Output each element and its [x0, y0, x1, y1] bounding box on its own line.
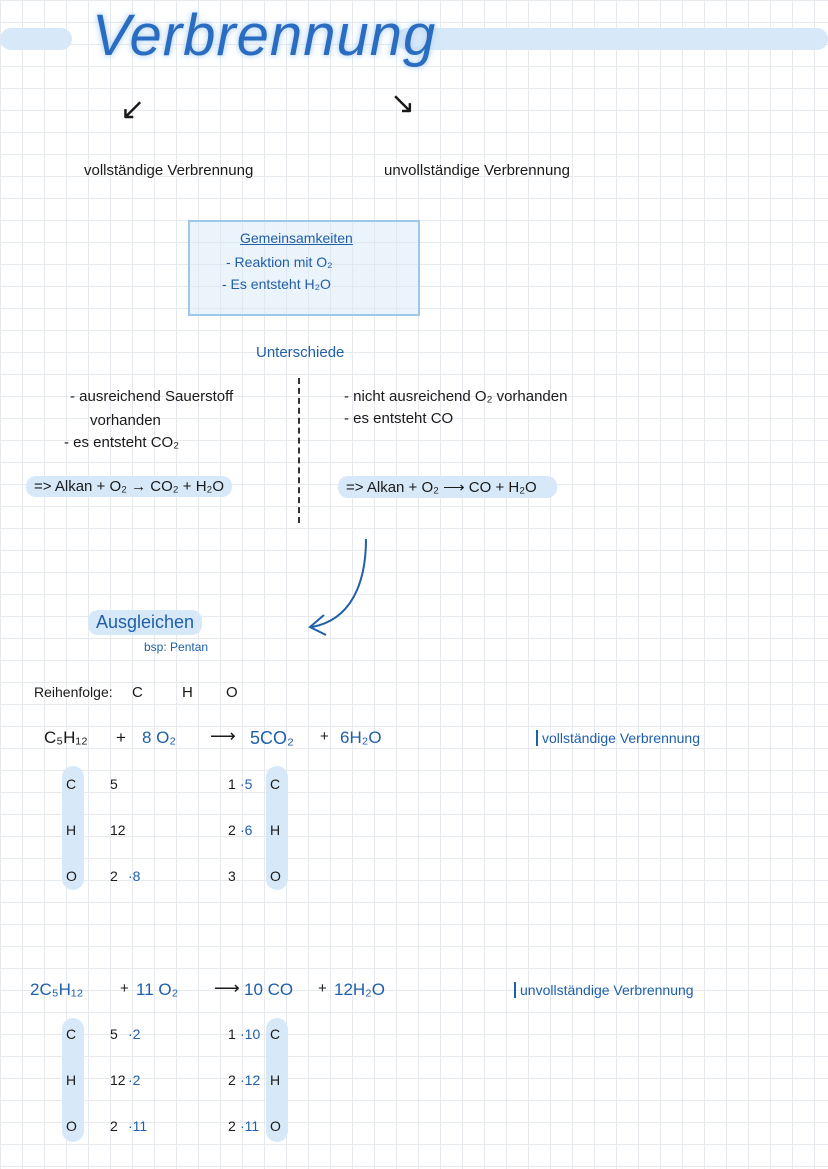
right-count: 1: [228, 776, 236, 792]
oxygen-coefficient: 11 O₂: [136, 980, 179, 999]
divider: [298, 378, 300, 523]
right-factor: ·12: [240, 1072, 261, 1088]
common-item: - Es entsteht H₂O: [222, 276, 331, 292]
product-1: 10 CO: [244, 980, 294, 999]
equation-incomplete: => Alkan + O₂ ⟶ CO + H₂O: [338, 476, 557, 498]
plus: +: [320, 728, 329, 745]
element-label: O: [270, 1118, 281, 1134]
right-count: 1: [228, 1026, 236, 1042]
oxygen-coefficient: 8 O₂: [142, 728, 176, 747]
right-count: 3: [228, 868, 236, 884]
right-factor: ·6: [240, 822, 253, 838]
element-label: C: [270, 1026, 281, 1042]
left-count: 2: [110, 868, 118, 884]
left-count: 2: [110, 1118, 118, 1134]
right-count: 2: [228, 1072, 236, 1088]
right-factor: ·11: [240, 1118, 260, 1134]
common-heading: Gemeinsamkeiten: [240, 230, 353, 246]
reactant: C₅H₁₂: [44, 728, 88, 747]
product-2: 6H₂O: [340, 728, 382, 747]
element-label: C: [66, 1026, 77, 1042]
branch-complete: vollständige Verbrennung: [84, 162, 254, 179]
arrow: ⟶: [210, 726, 236, 746]
right-count: 2: [228, 822, 236, 838]
right-factor: ·5: [240, 776, 253, 792]
title-highlight-right: [396, 28, 828, 50]
equation-note: unvollständige Verbrennung: [514, 982, 694, 998]
title-highlight-left: [0, 28, 72, 50]
curved-arrow-icon: [300, 535, 380, 645]
order-item: H: [182, 684, 193, 701]
arrow-down-left-icon: ↙: [120, 93, 146, 126]
reactant: 2C₅H₁₂: [30, 980, 84, 999]
element-label: O: [66, 868, 77, 884]
equation-complete: => Alkan + O₂ → CO₂ + H₂O: [26, 476, 232, 497]
left-factor: ·2: [128, 1026, 141, 1042]
left-factor: ·8: [128, 868, 141, 884]
plus: +: [318, 980, 327, 997]
left-count: 12: [110, 822, 126, 838]
element-label: H: [66, 1072, 77, 1088]
balancing-heading: Ausgleichen: [88, 610, 202, 635]
left-count: 5: [110, 776, 118, 792]
diff-left-line: vorhanden: [90, 412, 161, 429]
right-factor: ·10: [240, 1026, 261, 1042]
element-label: H: [66, 822, 77, 838]
plus: +: [120, 980, 129, 997]
equation-note: vollständige Verbrennung: [536, 730, 700, 746]
left-factor: ·11: [128, 1118, 148, 1134]
plus: +: [116, 728, 126, 747]
order-item: C: [132, 684, 143, 701]
element-label: H: [270, 822, 281, 838]
diff-left-line: - es entsteht CO₂: [64, 434, 180, 451]
branch-incomplete: unvollständige Verbrennung: [384, 162, 570, 179]
left-count: 12: [110, 1072, 126, 1088]
element-label: H: [270, 1072, 281, 1088]
diff-right-line: - es entsteht CO: [344, 410, 454, 427]
order-item: O: [226, 684, 238, 701]
element-label: C: [270, 776, 281, 792]
left-count: 5: [110, 1026, 118, 1042]
diff-right-line: - nicht ausreichend O₂ vorhanden: [344, 388, 568, 405]
differences-heading: Unterschiede: [256, 344, 345, 361]
arrow: ⟶: [214, 978, 240, 998]
product-1: 5CO₂: [250, 728, 294, 748]
element-label: O: [270, 868, 281, 884]
order-label: Reihenfolge:: [34, 684, 113, 700]
page-title: Verbrennung: [92, 3, 437, 68]
diff-left-line: - ausreichend Sauerstoff: [70, 388, 234, 405]
right-count: 2: [228, 1118, 236, 1134]
arrow-down-right-icon: ↘: [390, 87, 416, 120]
product-2: 12H₂O: [334, 980, 386, 999]
left-factor: ·2: [128, 1072, 141, 1088]
common-item: - Reaktion mit O₂: [226, 254, 333, 270]
example-label: bsp: Pentan: [144, 640, 209, 654]
element-label: C: [66, 776, 77, 792]
element-label: O: [66, 1118, 77, 1134]
